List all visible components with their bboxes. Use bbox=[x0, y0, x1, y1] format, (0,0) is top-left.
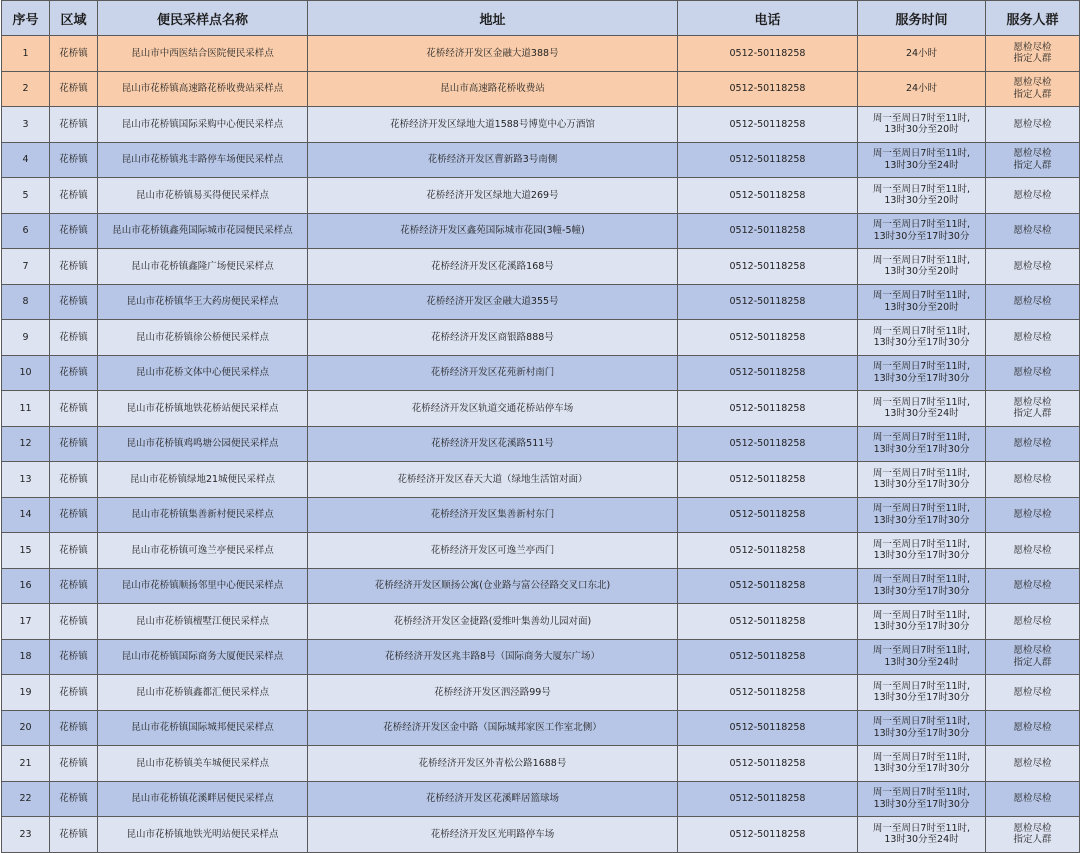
cell-hours bbox=[858, 320, 986, 356]
cell-people-line: 愿检尽检 bbox=[1013, 296, 1052, 307]
cell-phone: 0512-50118258 bbox=[678, 604, 858, 640]
table-row bbox=[2, 142, 1080, 178]
cell-hours-line: 周一至周日7时至11时, bbox=[872, 290, 971, 302]
table-row bbox=[2, 107, 1080, 143]
cell-phone: 0512-50118258 bbox=[678, 533, 858, 569]
cell-hours-line: 13时30分至20时 bbox=[884, 301, 959, 313]
cell-area: 花桥镇 bbox=[50, 71, 98, 107]
cell-hours bbox=[858, 746, 986, 782]
cell-address: 花桥经济开发区光明路停车场 bbox=[308, 817, 678, 853]
cell-name: 昆山市花桥镇可逸兰亭便民采样点 bbox=[98, 533, 308, 569]
cell-people bbox=[986, 249, 1080, 285]
cell-hours-line: 13时30分至24时 bbox=[884, 159, 959, 171]
cell-address: 花桥经济开发区花溪路168号 bbox=[308, 249, 678, 285]
cell-hours-line: 13时30分至20时 bbox=[884, 266, 959, 278]
cell-hours-line: 13时30分至17时30分 bbox=[873, 585, 970, 597]
cell-people bbox=[986, 746, 1080, 782]
cell-people bbox=[986, 533, 1080, 569]
cell-hours-line: 13时30分至24时 bbox=[884, 408, 959, 420]
cell-people bbox=[986, 781, 1080, 817]
cell-address: 花桥经济开发区兆丰路8号（国际商务大厦东广场） bbox=[308, 639, 678, 675]
cell-people bbox=[986, 213, 1080, 249]
cell-name: 昆山市花桥镇鑫隆广场便民采样点 bbox=[98, 249, 308, 285]
header-row bbox=[2, 1, 1080, 36]
cell-hours-line: 周一至周日7时至11时, bbox=[872, 680, 971, 692]
cell-hours bbox=[858, 36, 986, 72]
table-row bbox=[2, 639, 1080, 675]
cell-area: 花桥镇 bbox=[50, 462, 98, 498]
cell-hours bbox=[858, 391, 986, 427]
table-body bbox=[2, 36, 1080, 853]
cell-hours bbox=[858, 178, 986, 214]
cell-area: 花桥镇 bbox=[50, 178, 98, 214]
cell-area: 花桥镇 bbox=[50, 142, 98, 178]
cell-phone: 0512-50118258 bbox=[678, 355, 858, 391]
cell-hours-line: 周一至周日7时至11时, bbox=[872, 112, 971, 124]
cell-no: 2 bbox=[2, 71, 50, 107]
cell-no: 6 bbox=[2, 213, 50, 249]
cell-people bbox=[986, 604, 1080, 640]
cell-address: 花桥经济开发区轨道交通花桥站停车场 bbox=[308, 391, 678, 427]
cell-address: 花桥经济开发区花苑新村南门 bbox=[308, 355, 678, 391]
cell-name: 昆山市花桥镇美车城便民采样点 bbox=[98, 746, 308, 782]
cell-no: 9 bbox=[2, 320, 50, 356]
cell-hours-line: 周一至周日7时至11时, bbox=[872, 645, 971, 657]
cell-address: 花桥经济开发区花溪畔居篮球场 bbox=[308, 781, 678, 817]
cell-hours-line: 周一至周日7时至11时, bbox=[872, 254, 971, 266]
cell-hours bbox=[858, 284, 986, 320]
table-row bbox=[2, 817, 1080, 853]
cell-name: 昆山市花桥镇国际商务大厦便民采样点 bbox=[98, 639, 308, 675]
cell-people-line: 愿检尽检 bbox=[1013, 686, 1052, 698]
cell-area: 花桥镇 bbox=[50, 746, 98, 782]
cell-address: 花桥经济开发区泗泾路99号 bbox=[308, 675, 678, 711]
cell-no: 13 bbox=[2, 462, 50, 498]
table-row bbox=[2, 781, 1080, 817]
cell-people-line: 指定人群 bbox=[1013, 159, 1052, 171]
cell-name: 昆山市花桥镇鑫苑国际城市花园便民采样点 bbox=[98, 213, 308, 249]
table-row bbox=[2, 604, 1080, 640]
table-row bbox=[2, 497, 1080, 533]
cell-no: 5 bbox=[2, 178, 50, 214]
cell-name: 昆山市花桥镇国际采购中心便民采样点 bbox=[98, 107, 308, 143]
cell-people-line: 愿检尽检 bbox=[1013, 260, 1052, 272]
cell-people bbox=[986, 391, 1080, 427]
cell-name: 昆山市花桥文体中心便民采样点 bbox=[98, 355, 308, 391]
cell-area: 花桥镇 bbox=[50, 249, 98, 285]
cell-area: 花桥镇 bbox=[50, 568, 98, 604]
cell-people-line: 愿检尽检 bbox=[1013, 118, 1052, 130]
cell-no: 11 bbox=[2, 391, 50, 427]
header-hours: 服务时间 bbox=[858, 1, 986, 36]
cell-area: 花桥镇 bbox=[50, 355, 98, 391]
cell-people bbox=[986, 71, 1080, 107]
cell-people bbox=[986, 497, 1080, 533]
table-row bbox=[2, 213, 1080, 249]
cell-hours bbox=[858, 107, 986, 143]
sampling-sites-table bbox=[1, 0, 1080, 853]
header-area: 区域 bbox=[50, 1, 98, 36]
cell-name: 昆山市花桥镇兆丰路停车场便民采样点 bbox=[98, 142, 308, 178]
cell-people-line: 愿检尽检 bbox=[1013, 722, 1052, 733]
cell-no: 3 bbox=[2, 107, 50, 143]
cell-hours bbox=[858, 213, 986, 249]
cell-area: 花桥镇 bbox=[50, 675, 98, 711]
cell-phone: 0512-50118258 bbox=[678, 462, 858, 498]
cell-hours-line: 周一至周日7时至11时, bbox=[872, 787, 971, 799]
cell-phone: 0512-50118258 bbox=[678, 781, 858, 817]
cell-hours-line: 周一至周日7时至11时, bbox=[872, 716, 971, 728]
cell-hours-line: 周一至周日7时至11时, bbox=[872, 396, 971, 408]
cell-people bbox=[986, 178, 1080, 214]
cell-phone: 0512-50118258 bbox=[678, 142, 858, 178]
cell-hours-line: 13时30分至17时30分 bbox=[873, 479, 970, 491]
cell-name: 昆山市花桥镇易买得便民采样点 bbox=[98, 178, 308, 214]
table-row bbox=[2, 391, 1080, 427]
cell-hours bbox=[858, 533, 986, 569]
cell-address: 花桥经济开发区曹新路3号南侧 bbox=[308, 142, 678, 178]
cell-hours-line: 24小时 bbox=[905, 47, 938, 59]
cell-area: 花桥镇 bbox=[50, 781, 98, 817]
cell-no: 15 bbox=[2, 533, 50, 569]
cell-people-line: 愿检尽检 bbox=[1013, 615, 1052, 627]
cell-hours-line: 13时30分至20时 bbox=[884, 124, 959, 136]
cell-people-line: 愿检尽检 bbox=[1013, 189, 1052, 201]
cell-hours-line: 周一至周日7时至11时, bbox=[872, 432, 971, 444]
cell-no: 17 bbox=[2, 604, 50, 640]
cell-people-line: 愿检尽检 bbox=[1013, 396, 1052, 408]
cell-people bbox=[986, 36, 1080, 72]
cell-no: 1 bbox=[2, 36, 50, 72]
cell-people-line: 愿检尽检 bbox=[1013, 544, 1052, 556]
cell-people-line: 指定人群 bbox=[1013, 834, 1052, 846]
cell-hours-line: 13时30分至17时30分 bbox=[873, 514, 970, 526]
cell-address: 花桥经济开发区春天大道（绿地生活馆对面） bbox=[308, 462, 678, 498]
cell-hours bbox=[858, 142, 986, 178]
cell-people-line: 指定人群 bbox=[1013, 88, 1052, 100]
cell-no: 22 bbox=[2, 781, 50, 817]
cell-name: 昆山市花桥镇檀墅江便民采样点 bbox=[98, 604, 308, 640]
cell-hours bbox=[858, 249, 986, 285]
cell-address: 花桥经济开发区鑫苑国际城市花园(3幢-5幢) bbox=[308, 213, 678, 249]
cell-no: 20 bbox=[2, 710, 50, 746]
cell-hours-line: 周一至周日7时至11时, bbox=[872, 148, 971, 160]
cell-address: 花桥经济开发区金融大道355号 bbox=[308, 284, 678, 320]
cell-hours-line: 13时30分至17时30分 bbox=[873, 621, 970, 633]
cell-name: 昆山市花桥镇绿地21城便民采样点 bbox=[98, 462, 308, 498]
cell-hours-line: 13时30分至17时30分 bbox=[873, 692, 970, 704]
cell-phone: 0512-50118258 bbox=[678, 320, 858, 356]
cell-name: 昆山市花桥镇高速路花桥收费站采样点 bbox=[98, 71, 308, 107]
cell-hours-line: 周一至周日7时至11时, bbox=[872, 467, 971, 479]
cell-hours-line: 24小时 bbox=[905, 83, 938, 94]
cell-area: 花桥镇 bbox=[50, 107, 98, 143]
cell-area: 花桥镇 bbox=[50, 604, 98, 640]
cell-people-line: 愿检尽检 bbox=[1013, 41, 1052, 53]
cell-area: 花桥镇 bbox=[50, 639, 98, 675]
cell-people-line: 愿检尽检 bbox=[1013, 331, 1052, 343]
cell-phone: 0512-50118258 bbox=[678, 639, 858, 675]
table-row bbox=[2, 71, 1080, 107]
cell-hours-line: 13时30分至17时30分 bbox=[873, 763, 970, 775]
cell-hours-line: 13时30分至17时30分 bbox=[873, 230, 970, 242]
cell-people-line: 愿检尽检 bbox=[1013, 645, 1052, 657]
cell-name: 昆山市花桥镇花溪畔居便民采样点 bbox=[98, 781, 308, 817]
table-row bbox=[2, 568, 1080, 604]
cell-address: 花桥经济开发区金中路（国际城邦家医工作室北侧） bbox=[308, 710, 678, 746]
cell-hours bbox=[858, 355, 986, 391]
cell-hours-line: 13时30分至17时30分 bbox=[873, 550, 970, 562]
header-people: 服务人群 bbox=[986, 1, 1080, 36]
cell-address: 昆山市高速路花桥收费站 bbox=[308, 71, 678, 107]
cell-no: 7 bbox=[2, 249, 50, 285]
cell-hours bbox=[858, 675, 986, 711]
cell-area: 花桥镇 bbox=[50, 320, 98, 356]
cell-name: 昆山市花桥镇地铁光明站便民采样点 bbox=[98, 817, 308, 853]
cell-people bbox=[986, 710, 1080, 746]
table-row bbox=[2, 533, 1080, 569]
cell-address: 花桥经济开发区可逸兰亭西门 bbox=[308, 533, 678, 569]
cell-address: 花桥经济开发区绿地大道269号 bbox=[308, 178, 678, 214]
cell-area: 花桥镇 bbox=[50, 36, 98, 72]
table-row bbox=[2, 355, 1080, 391]
header-name: 便民采样点名称 bbox=[98, 1, 308, 36]
cell-hours bbox=[858, 568, 986, 604]
cell-people-line: 愿检尽检 bbox=[1013, 148, 1052, 160]
cell-no: 19 bbox=[2, 675, 50, 711]
cell-hours bbox=[858, 817, 986, 853]
cell-hours bbox=[858, 426, 986, 462]
cell-phone: 0512-50118258 bbox=[678, 249, 858, 285]
cell-address: 花桥经济开发区外青松公路1688号 bbox=[308, 746, 678, 782]
cell-no: 12 bbox=[2, 426, 50, 462]
header-no: 序号 bbox=[2, 1, 50, 36]
cell-name: 昆山市花桥镇徐公桥便民采样点 bbox=[98, 320, 308, 356]
cell-phone: 0512-50118258 bbox=[678, 391, 858, 427]
cell-people bbox=[986, 675, 1080, 711]
cell-address: 花桥经济开发区花溪路511号 bbox=[308, 426, 678, 462]
cell-phone: 0512-50118258 bbox=[678, 675, 858, 711]
table-row bbox=[2, 284, 1080, 320]
cell-phone: 0512-50118258 bbox=[678, 746, 858, 782]
cell-name: 昆山市花桥镇顺扬邻里中心便民采样点 bbox=[98, 568, 308, 604]
table-row bbox=[2, 178, 1080, 214]
cell-name: 昆山市花桥镇地铁花桥站便民采样点 bbox=[98, 391, 308, 427]
cell-people bbox=[986, 320, 1080, 356]
cell-hours bbox=[858, 710, 986, 746]
cell-address: 花桥经济开发区绿地大道1588号博览中心万酒馆 bbox=[308, 107, 678, 143]
cell-hours bbox=[858, 71, 986, 107]
cell-people-line: 指定人群 bbox=[1013, 408, 1052, 420]
cell-hours-line: 周一至周日7时至11时, bbox=[872, 503, 971, 515]
cell-hours-line: 13时30分至24时 bbox=[884, 656, 959, 668]
cell-hours-line: 周一至周日7时至11时, bbox=[872, 325, 971, 337]
cell-hours-line: 周一至周日7时至11时, bbox=[872, 751, 971, 763]
cell-area: 花桥镇 bbox=[50, 710, 98, 746]
cell-people-line: 愿检尽检 bbox=[1013, 757, 1052, 769]
cell-name: 昆山市花桥镇集善新村便民采样点 bbox=[98, 497, 308, 533]
cell-no: 14 bbox=[2, 497, 50, 533]
cell-hours-line: 周一至周日7时至11时, bbox=[872, 822, 971, 834]
cell-phone: 0512-50118258 bbox=[678, 817, 858, 853]
cell-people-line: 愿检尽检 bbox=[1013, 438, 1052, 449]
cell-people bbox=[986, 355, 1080, 391]
cell-area: 花桥镇 bbox=[50, 497, 98, 533]
cell-phone: 0512-50118258 bbox=[678, 71, 858, 107]
cell-people bbox=[986, 639, 1080, 675]
cell-hours-line: 13时30分至17时30分 bbox=[873, 372, 970, 384]
cell-people bbox=[986, 817, 1080, 853]
cell-hours-line: 13时30分至24时 bbox=[884, 834, 959, 846]
cell-phone: 0512-50118258 bbox=[678, 178, 858, 214]
cell-area: 花桥镇 bbox=[50, 284, 98, 320]
cell-phone: 0512-50118258 bbox=[678, 568, 858, 604]
cell-people-line: 愿检尽检 bbox=[1013, 793, 1052, 804]
cell-hours bbox=[858, 781, 986, 817]
cell-hours-line: 周一至周日7时至11时, bbox=[872, 574, 971, 586]
cell-area: 花桥镇 bbox=[50, 817, 98, 853]
cell-people bbox=[986, 284, 1080, 320]
cell-people-line: 愿检尽检 bbox=[1013, 580, 1052, 591]
cell-no: 21 bbox=[2, 746, 50, 782]
table-row bbox=[2, 710, 1080, 746]
cell-address: 花桥经济开发区金融大道388号 bbox=[308, 36, 678, 72]
cell-phone: 0512-50118258 bbox=[678, 497, 858, 533]
cell-name: 昆山市花桥镇国际城邦便民采样点 bbox=[98, 710, 308, 746]
cell-phone: 0512-50118258 bbox=[678, 284, 858, 320]
cell-address: 花桥经济开发区集善新村东门 bbox=[308, 497, 678, 533]
cell-area: 花桥镇 bbox=[50, 426, 98, 462]
cell-hours-line: 13时30分至17时30分 bbox=[873, 337, 970, 349]
cell-no: 10 bbox=[2, 355, 50, 391]
table-row bbox=[2, 426, 1080, 462]
table-row bbox=[2, 746, 1080, 782]
cell-people bbox=[986, 142, 1080, 178]
header-address: 地址 bbox=[308, 1, 678, 36]
table-row bbox=[2, 36, 1080, 72]
cell-hours-line: 周一至周日7时至11时, bbox=[872, 609, 971, 621]
cell-no: 16 bbox=[2, 568, 50, 604]
cell-no: 23 bbox=[2, 817, 50, 853]
table-row bbox=[2, 249, 1080, 285]
cell-hours-line: 13时30分至20时 bbox=[884, 195, 959, 207]
cell-address: 花桥经济开发区顺扬公寓(仓业路与富公径路交叉口东北) bbox=[308, 568, 678, 604]
cell-people bbox=[986, 568, 1080, 604]
cell-no: 4 bbox=[2, 142, 50, 178]
cell-people-line: 愿检尽检 bbox=[1013, 509, 1052, 520]
cell-hours-line: 13时30分至17时30分 bbox=[873, 443, 970, 455]
cell-hours-line: 周一至周日7时至11时, bbox=[872, 219, 971, 231]
cell-area: 花桥镇 bbox=[50, 391, 98, 427]
cell-hours bbox=[858, 497, 986, 533]
cell-people-line: 指定人群 bbox=[1013, 656, 1052, 668]
table-row bbox=[2, 675, 1080, 711]
cell-people-line: 愿检尽检 bbox=[1013, 473, 1052, 485]
cell-name: 昆山市花桥镇鑫都汇便民采样点 bbox=[98, 675, 308, 711]
cell-phone: 0512-50118258 bbox=[678, 710, 858, 746]
cell-no: 8 bbox=[2, 284, 50, 320]
cell-people bbox=[986, 462, 1080, 498]
cell-area: 花桥镇 bbox=[50, 533, 98, 569]
cell-hours-line: 13时30分至17时30分 bbox=[873, 798, 970, 810]
cell-phone: 0512-50118258 bbox=[678, 426, 858, 462]
cell-people-line: 愿检尽检 bbox=[1013, 225, 1052, 236]
cell-name: 昆山市花桥镇华王大药房便民采样点 bbox=[98, 284, 308, 320]
cell-hours-line: 周一至周日7时至11时, bbox=[872, 183, 971, 195]
cell-phone: 0512-50118258 bbox=[678, 36, 858, 72]
cell-name: 昆山市中西医结合医院便民采样点 bbox=[98, 36, 308, 72]
cell-people-line: 愿检尽检 bbox=[1013, 367, 1052, 378]
cell-people-line: 愿检尽检 bbox=[1013, 822, 1052, 834]
cell-people-line: 指定人群 bbox=[1013, 53, 1052, 65]
cell-people bbox=[986, 107, 1080, 143]
cell-phone: 0512-50118258 bbox=[678, 107, 858, 143]
cell-people bbox=[986, 426, 1080, 462]
table-row bbox=[2, 320, 1080, 356]
cell-area: 花桥镇 bbox=[50, 213, 98, 249]
cell-phone: 0512-50118258 bbox=[678, 213, 858, 249]
cell-hours bbox=[858, 639, 986, 675]
cell-no: 18 bbox=[2, 639, 50, 675]
table-row bbox=[2, 462, 1080, 498]
cell-address: 花桥经济开发区商银路888号 bbox=[308, 320, 678, 356]
header-phone: 电话 bbox=[678, 1, 858, 36]
cell-hours-line: 周一至周日7时至11时, bbox=[872, 538, 971, 550]
cell-hours bbox=[858, 604, 986, 640]
cell-people-line: 愿检尽检 bbox=[1013, 77, 1052, 89]
cell-hours bbox=[858, 462, 986, 498]
cell-hours-line: 13时30分至17时30分 bbox=[873, 727, 970, 739]
cell-name: 昆山市花桥镇鸡鸣塘公园便民采样点 bbox=[98, 426, 308, 462]
cell-address: 花桥经济开发区金捷路(爱维叶集善幼儿园对面) bbox=[308, 604, 678, 640]
cell-hours-line: 周一至周日7时至11时, bbox=[872, 361, 971, 373]
